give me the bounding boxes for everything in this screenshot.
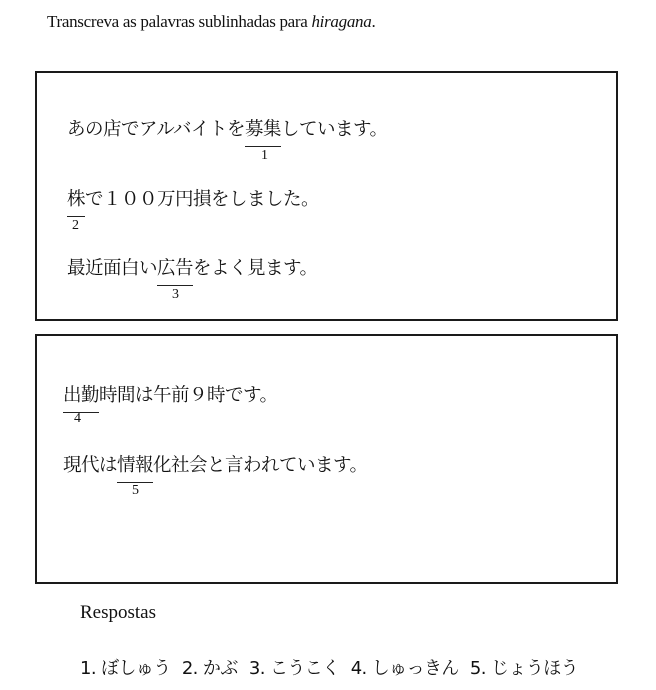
sentence-5-after: 化社会と言われています。 [153,455,368,476]
sentence-1-after: しています。 [280,119,388,140]
instruction-emphasis: hiragana [311,12,372,31]
answer-item: 1. ぼしゅう [80,658,171,679]
sentence-4-underlined: 出勤 [63,381,99,407]
answers-list [80,654,584,680]
instruction-suffix: . [371,12,376,31]
sentence-2 [67,185,319,211]
answer-item: 3. こうこく [248,658,340,679]
sentence-3-after: をよく見ます。 [193,258,318,279]
instruction-text [47,12,375,32]
sentence-4 [63,381,278,407]
sentence-3 [67,254,318,280]
sentence-1 [67,115,388,141]
underline-number-1: 1 [261,148,268,163]
sentence-3-before: 最近面白い [67,258,158,279]
underline-number-4: 4 [74,411,81,426]
sentence-3-underlined: 広告 [157,254,193,280]
sentence-2-underlined: 株 [67,185,85,211]
sentence-1-underlined: 募集 [245,115,281,141]
answer-item: 4. しゅっきん [350,658,459,679]
sentence-2-after: で１００万円損をしました。 [85,189,320,210]
underline-number-2: 2 [72,218,79,233]
sentence-1-before: あの店でアルバイトを [67,119,245,140]
answer-item: 5. じょうほう [469,658,579,679]
sentence-5 [63,451,368,477]
underline-number-3: 3 [172,287,179,302]
answers-title: Respostas [80,602,156,623]
underline-number-5: 5 [132,483,139,498]
sentence-5-underlined: 情報 [117,451,153,477]
sentence-5-before: 現代は [63,455,118,476]
answer-item: 2. かぶ [181,658,238,679]
sentence-4-after: 時間は午前９時です。 [99,385,278,406]
instruction-prefix: Transcreva as palavras sublinhadas para [47,12,312,31]
